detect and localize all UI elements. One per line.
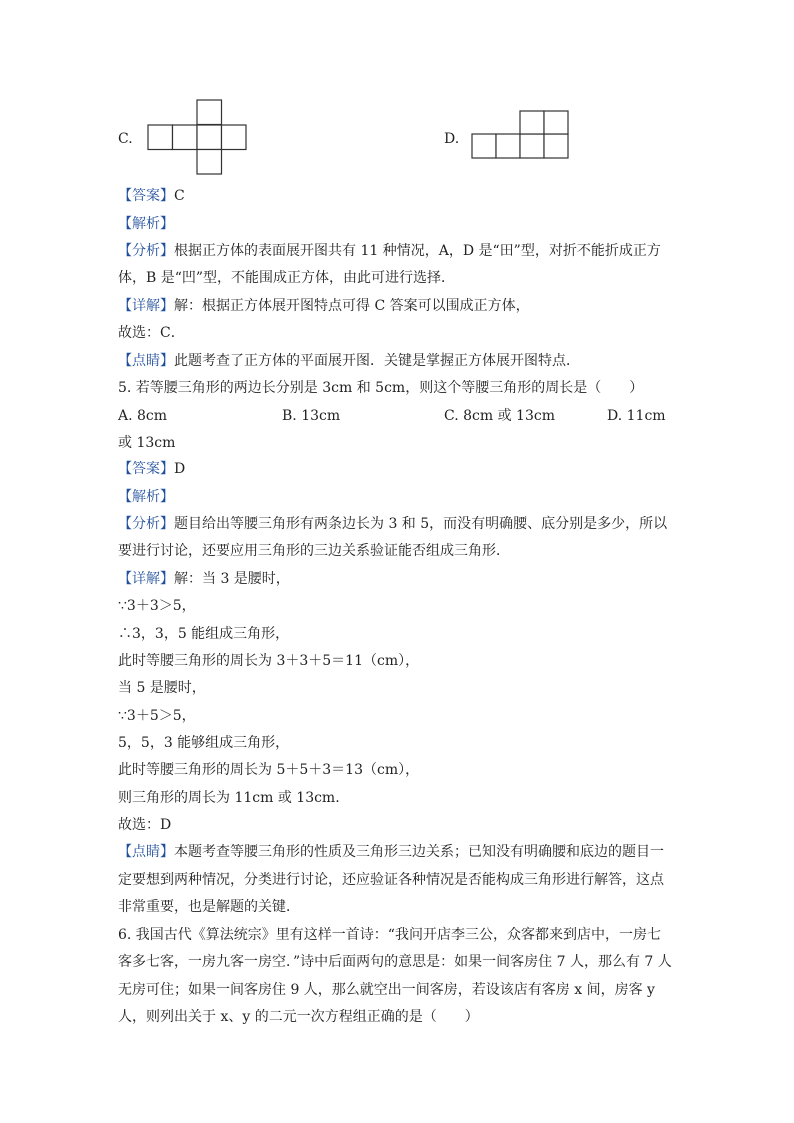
q5-step-8: 此时等腰三角形的周长为 5＋5＋3＝13（cm），	[118, 762, 420, 778]
dianjing-text: 此题考查了正方体的平面展开图．关键是掌握正方体展开图特点．	[174, 353, 580, 369]
q5-guxuan: 故选：D	[118, 817, 172, 833]
answer-value: C	[174, 188, 185, 204]
q5-analysis-tag: 【解析】	[118, 489, 174, 505]
q5-dianjing-line2: 定要想到两种情况，分类进行讨论，还应验证各种情况是否能构成三角形进行解答，这点	[118, 872, 664, 888]
q4-analysis-tag: 【解析】	[118, 216, 174, 232]
dianjing-tag: 【点睛】	[118, 353, 174, 369]
q5-option-b: B. 13cm	[282, 408, 341, 424]
q4-xiangjie-line	[118, 296, 530, 316]
fenxi-text: 根据正方体的表面展开图共有 11 种情况，A，D 是“田”型，对折不能折成正方	[174, 243, 661, 259]
answer-tag: 【答案】	[118, 188, 174, 204]
q5-step-3: ∴3，3，5 能组成三角形，	[118, 626, 290, 642]
q5-fenxi-line1	[118, 514, 667, 534]
q5-option-c: C. 8cm 或 13cm	[444, 408, 555, 424]
q5-answer-line	[118, 459, 185, 479]
xiangjie-text: 解：根据正方体展开图特点可得 C 答案可以围成正方体，	[174, 298, 530, 314]
xiangjie-tag: 【详解】	[118, 298, 174, 314]
answer-value: D	[174, 461, 186, 477]
xiangjie-tag: 【详解】	[118, 571, 174, 587]
q5-step-2: ∵3＋3＞5，	[118, 598, 196, 614]
q5-fenxi-line2: 要进行讨论，还要应用三角形的三边关系验证能否组成三角形．	[118, 543, 510, 559]
answer-tag: 【答案】	[118, 461, 174, 477]
q5-step-7: 5，5，3 能够组成三角形，	[118, 735, 290, 751]
q5-dianjing-line3: 非常重要，也是解题的关键．	[118, 899, 300, 915]
q5-step-5: 当 5 是腰时，	[118, 680, 206, 696]
q4-fenxi-line2: 体，B 是“凹”型，不能围成正方体，由此可进行选择．	[118, 270, 456, 286]
q5-option-d-continued: 或 13cm	[118, 435, 176, 451]
fenxi-tag: 【分析】	[118, 243, 174, 259]
q5-step-4: 此时等腰三角形的周长为 3＋3＋5＝11（cm），	[118, 653, 420, 669]
q5-option-a: A. 8cm	[118, 408, 168, 424]
q4-dianjing-line	[118, 351, 580, 371]
q5-stem: 5. 若等腰三角形的两边长分别是 3cm 和 5cm，则这个等腰三角形的周长是（ ）	[118, 380, 644, 396]
q4-answer-line	[118, 186, 185, 206]
dianjing-text: 本题考查等腰三角形的性质及三角形三边关系；已知没有明确腰和底边的题目一	[174, 844, 664, 860]
q5-option-d: D. 11cm	[607, 408, 666, 424]
q6-line3: 无房可住；如果一间客房住 9 人，那么就空出一间客房，若设该店有客房 x 间，房客 y	[118, 982, 655, 998]
option-d-cube-net	[471, 110, 571, 160]
q6-line4: 人，则列出关于 x、y 的二元一次方程组正确的是（ ）	[118, 1009, 479, 1025]
option-c-label: C.	[118, 131, 133, 147]
dianjing-tag: 【点睛】	[118, 844, 174, 860]
q6-line2: 客多七客，一房九客一房空．”诗中后面两句的意思是：如果一间客房住 7 人，那么有 7 人	[118, 954, 672, 970]
q4-fenxi-line1	[118, 241, 661, 261]
q5-step-6: ∵3＋5＞5，	[118, 708, 196, 724]
q5-dianjing-line1	[118, 842, 664, 862]
fenxi-text: 题目给出等腰三角形有两条边长为 3 和 5，而没有明确腰、底分别是多少，所以	[174, 516, 668, 532]
q5-xiangjie-line	[118, 569, 290, 589]
q4-guxuan: 故选：C．	[118, 325, 185, 341]
fenxi-tag: 【分析】	[118, 516, 174, 532]
xiangjie-text: 解：当 3 是腰时，	[174, 571, 290, 587]
q6-line1: 6. 我国古代《算法统宗》里有这样一首诗：“我问开店李三公，众客都来到店中，一房七	[118, 927, 661, 943]
q5-step-9: 则三角形的周长为 11cm 或 13cm.	[118, 790, 340, 806]
option-c-cube-net	[147, 98, 251, 176]
option-d-label: D.	[444, 131, 460, 147]
